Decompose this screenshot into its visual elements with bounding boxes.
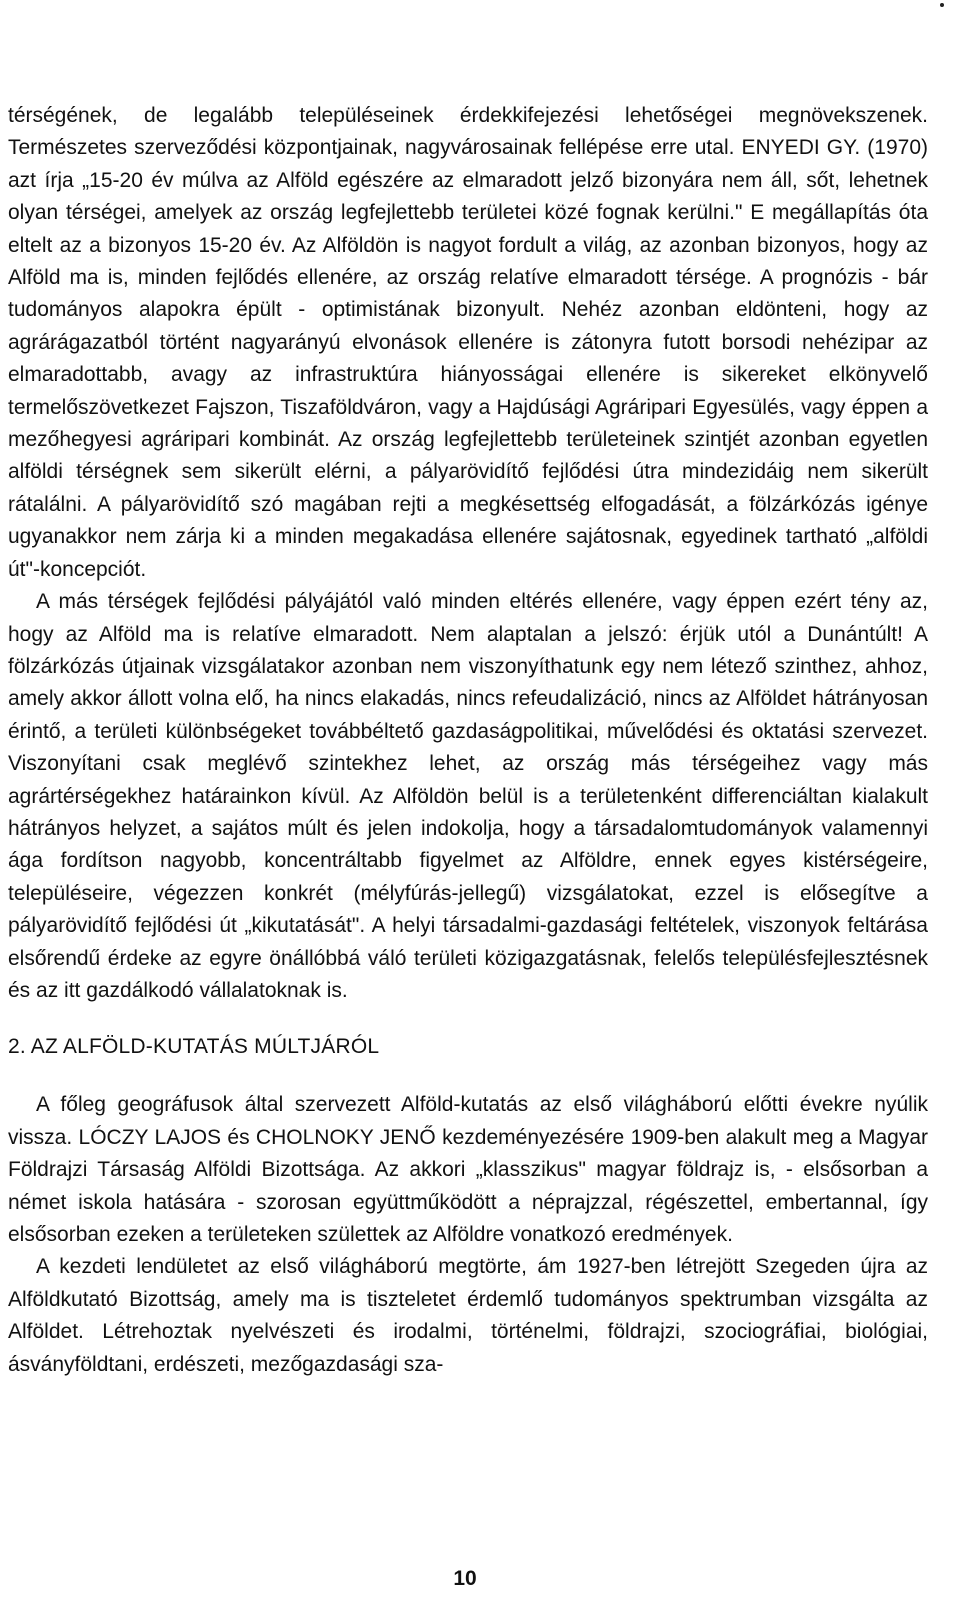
paragraph-4: A kezdeti lendületet az első világháború megtörte, ám 1927-ben létrejött Szegeden újra az Alföldkutató Bizottság, amely ma is tiszteletet érdemlő tudományos spektrumban vizsgálta az Alföldet. Létrehoztak nyelvészeti és irodalmi, történelmi, földrajzi, szociográfiai, biológiai, ásványföldtani, erdészeti, mezőgazdasági sza- [8,1255,928,1376]
scan-dot [940,3,944,7]
paragraph-1: térségének, de legalább településeinek érdekkifejezési lehetőségei megnövekszenek. Természetes szerveződési központjainak, nagyvárosainak fellépése erre utal. ENYEDI GY. (1970) azt írja „15-20 év múlva az Alföld egészére az elmaradott jelző bizonyára nem áll, sőt, lehetnek olyan térségei, amelyek az ország legfejlettebb területei közé fognak kerülni." E megállapítás óta eltelt az a bizonyos 15-20 év. Az Alföldön is nagyot fordult a világ, az azonban bizonyos, hogy az Alföld ma is, minden fejlődés ellenére, az ország relatíve elmaradott térsége. A prognózis - bár tudományos alapokra épült - optimistának bizonyult. Nehéz azonban eldönteni, hogy az agrárágazatból történt nagyarányú elvonások ellenére is zátonyra futott borsodi nehézipar az elmaradottabb, avagy az infrastruktúra hiányosságai ellenére is sikereket elkönyvelő termelőszövetkezet Fajszon, Tiszaföldváron, vagy a Hajdúsági Agráripari Egyesülés, vagy éppen a mezőhegyesi agráripari kombinát. Az ország legfejlettebb területeinek szintjét azonban egyetlen alföldi térségnek sem sikerült elérni, a pályarövidítő fejlődési útra mindezidáig nem sikerült rátalálni. A pályarövidítő szó magában rejti a megkésettség elfogadását, a fölzárkózás igénye ugyanakkor nem zárja ki a minden megakadása ellenére sajátosnak, egyedinek tartható „alföldi út"-koncepciót. [8,104,928,581]
section-heading: 2. AZ ALFÖLD-KUTATÁS MÚLTJÁRÓL [8,1035,380,1059]
paragraph-2: A más térségek fejlődési pályájától való minden eltérés ellenére, vagy éppen ezért tény az, hogy az Alföld ma is relatíve elmaradott. Nem alaptalan a jelszó: érjük utól a Dunántúlt! A fölzárkózás útjainak vizsgálatakor azonban nem viszonyíthatunk egy nem létező szinthez, ahhoz, amely akkor állott volna elő, ha nincs elakadás, nincs refeudalizáció, nincs az Alföldet hátrányosan érintő, a területi különbségeket továbbéltető gazdaságpolitikai, művelődési és oktatási szervezet. Viszonyítani csak meglévő szintekhez lehet, az ország más térségeihez vagy más agrártérségekhez határainkon kívül. Az Alföldön belül is a területenként differenciáltan kialakult hátrányos helyzet, a sajátos múlt és jelen indokolja, hogy a társadalomtudományok valamennyi ága fordítson nagyobb, koncentráltabb figyelmet az Alföldre, ennek egyes kistérségeire, településeire, végezzen konkrét (mélyfúrás-jellegű) vizsgálatokat, ezzel is elősegítve a pályarövidítő fejlődési út „kikutatását". A helyi társadalmi-gazdasági feltételek, viszonyok feltárása elsőrendű érdeke az egyre önállóbbá váló területi közigazgatásnak, felelős településfejlesztésnek és az itt gazdálkodó vállalatoknak is. [8,590,928,1002]
text-column [8,100,928,1381]
page-number: 10 [453,1567,477,1590]
paragraph-3: A főleg geográfusok által szervezett Alföld-kutatás az első világháború előtti évekre nyúlik vissza. LÓCZY LAJOS és CHOLNOKY JENŐ kezdeményezésére 1909-ben alakult meg a Magyar Földrajzi Társaság Alföldi Bizottsága. Az akkori „klasszikus" magyar földrajz is, - elsősorban a német iskola hatására - szorosan együttműködött a néprajzzal, régészettel, embertannal, így elsősorban ezeken a területeken születtek az Alföldre vonatkozó eredmények. [8,1093,928,1246]
